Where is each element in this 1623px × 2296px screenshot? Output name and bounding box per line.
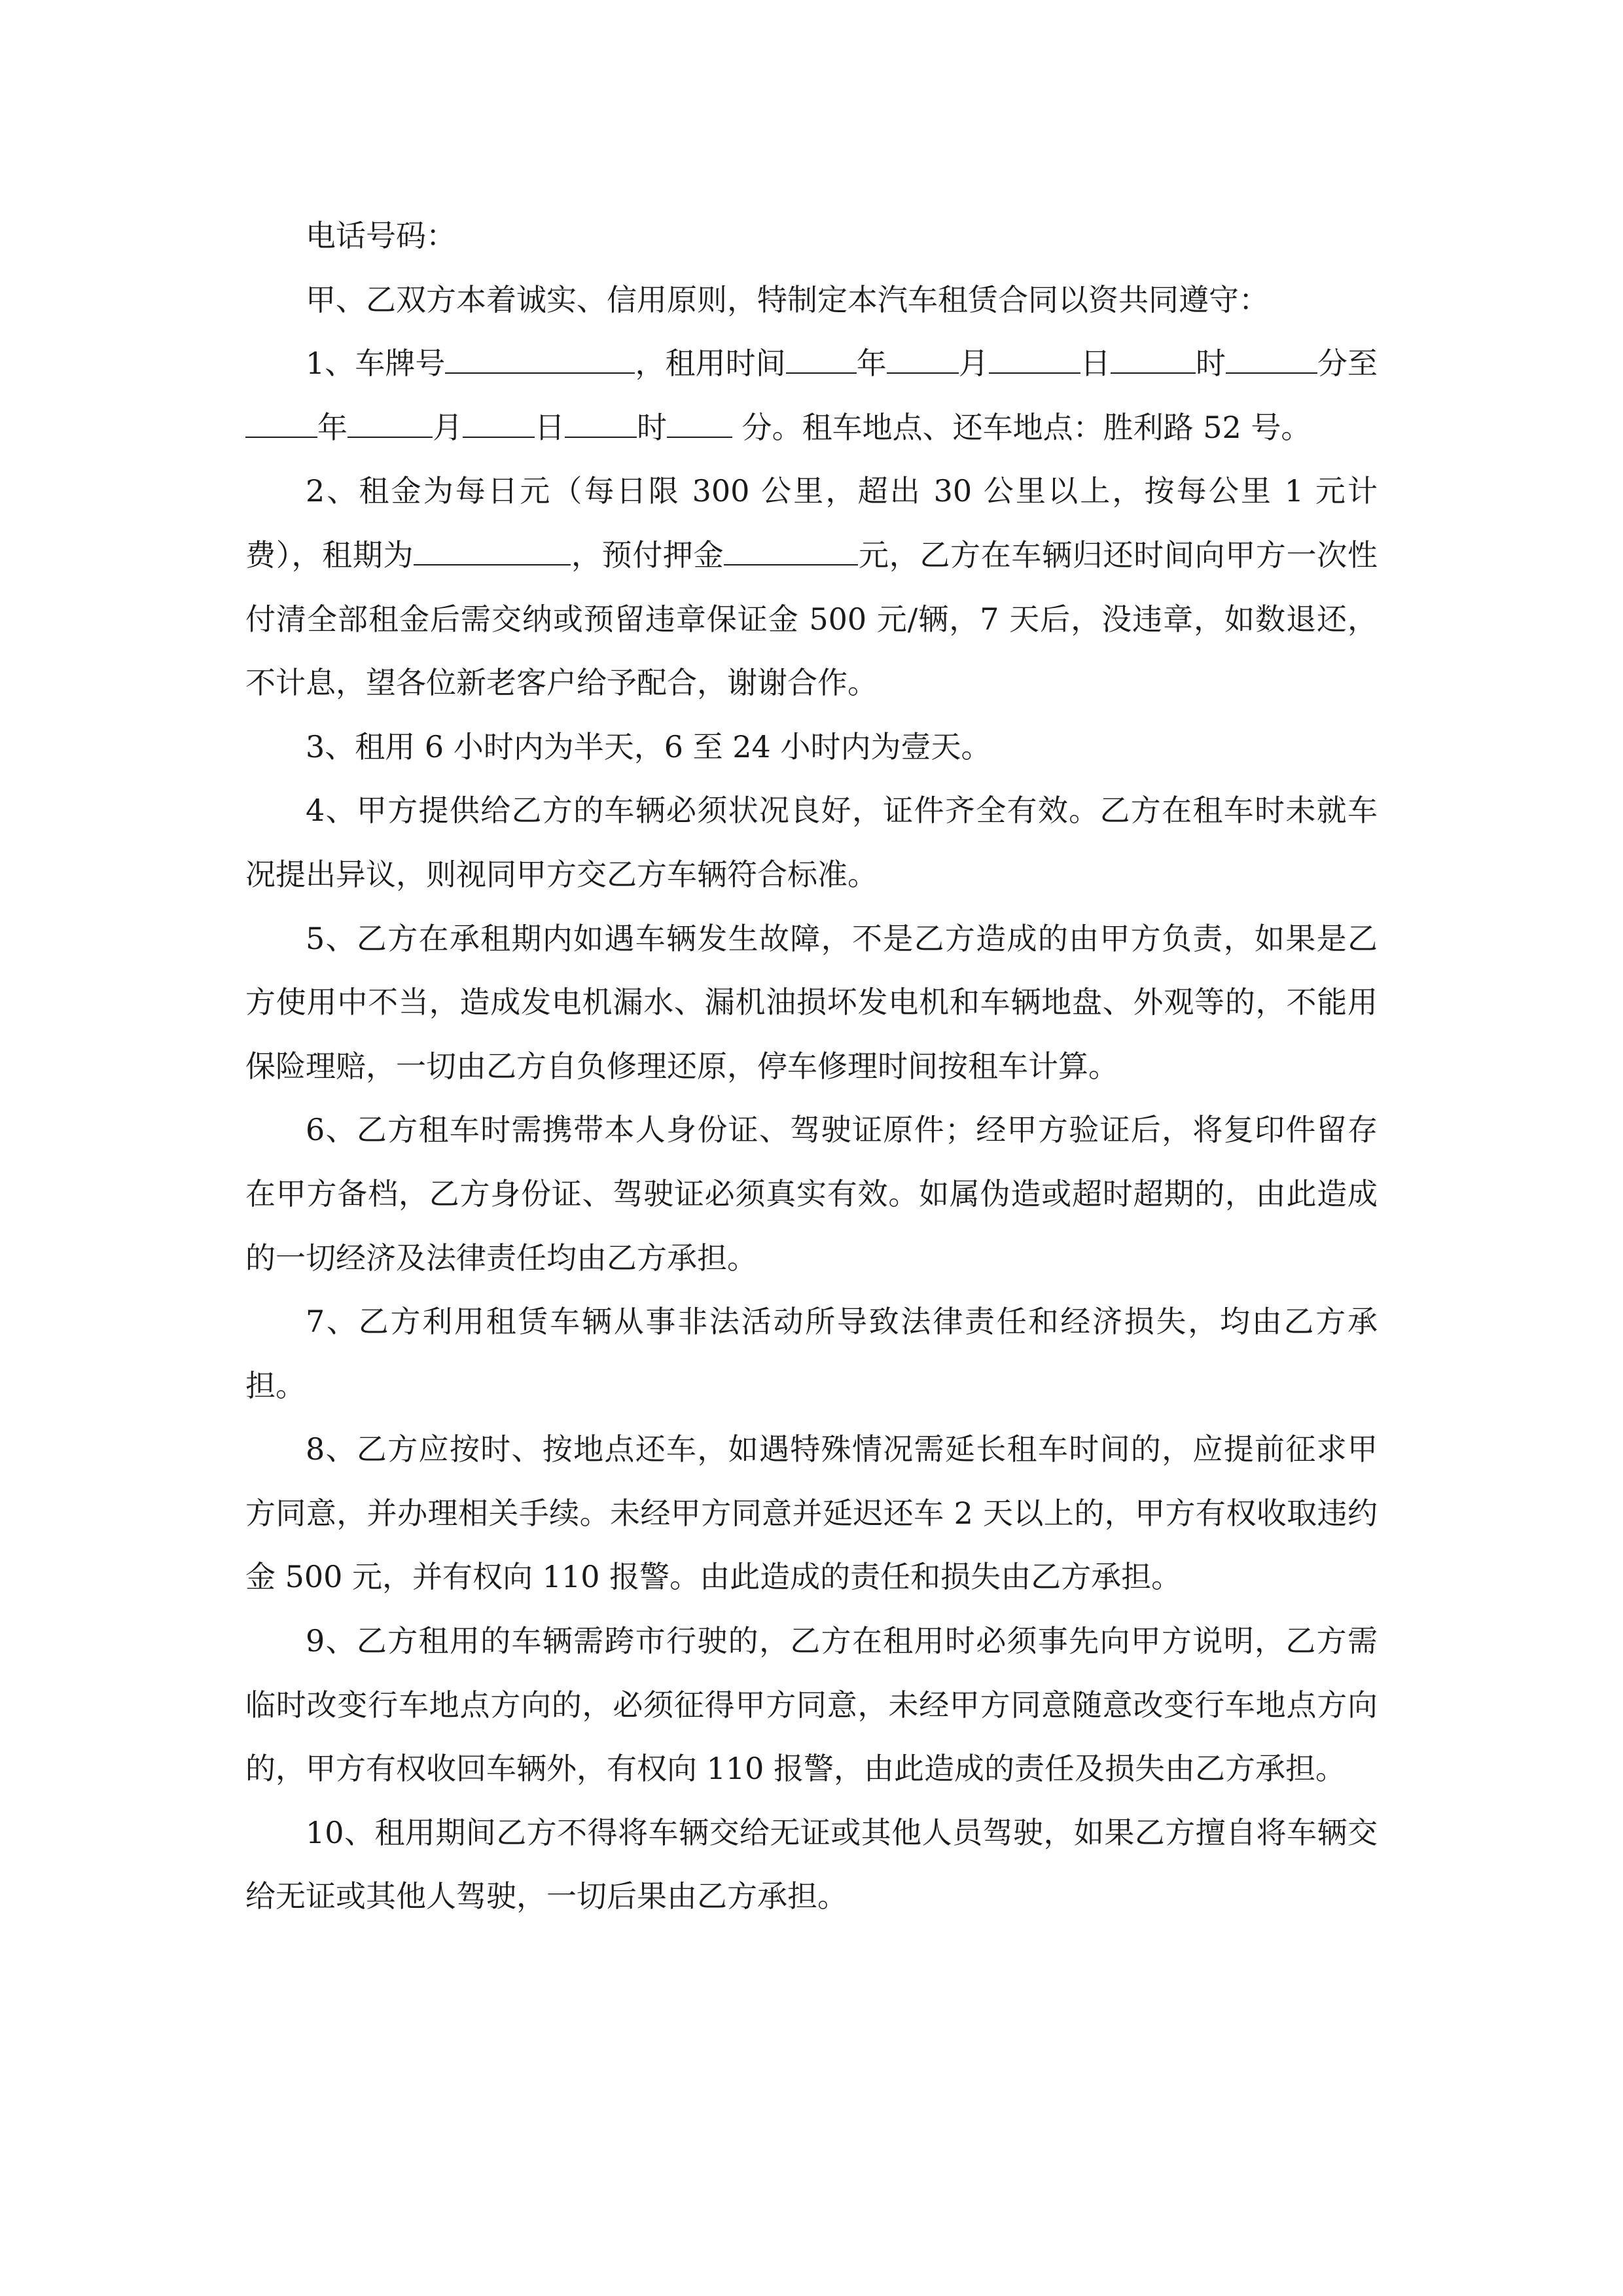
clause-2-deposit-label: ，预付押金 bbox=[571, 537, 724, 573]
clause-4: 4、甲方提供给乙方的车辆必须状况良好，证件齐全有效。乙方在租车时未就车况提出异议，则视同甲方交乙方车辆符合标准。 bbox=[245, 793, 1378, 892]
start-hour-blank bbox=[1111, 346, 1196, 374]
deposit-blank bbox=[724, 538, 858, 565]
intro-paragraph: 甲、乙双方本着诚实、信用原则，特制定本汽车租赁合同以资共同遵守： bbox=[306, 281, 1269, 317]
start-month-blank bbox=[887, 346, 959, 374]
clause-3: 3、租用 6 小时内为半天，6 至 24 小时内为壹天。 bbox=[306, 728, 991, 764]
contract-body bbox=[245, 204, 1378, 1929]
rent-period-blank bbox=[414, 538, 571, 565]
plate-number-blank bbox=[445, 346, 635, 374]
clause-6: 6、乙方租车时需携带本人身份证、驾驶证原件；经甲方验证后，将复印件留存在甲方备档，乙方身份证、驾驶证必须真实有效。如属伪造或超时超期的，由此造成的一切经济及法律责任均由乙方承担。 bbox=[245, 1112, 1378, 1276]
minute-to-label: 分至 bbox=[1317, 346, 1378, 382]
end-month-label: 月 bbox=[433, 409, 463, 445]
start-year-label: 年 bbox=[856, 346, 887, 382]
clause-10: 10、租用期间乙方不得将车辆交给无证或其他人员驾驶，如果乙方擅自将车辆交给无证或其他人驾驶，一切后果由乙方承担。 bbox=[245, 1814, 1378, 1914]
end-hour-blank bbox=[565, 410, 637, 438]
end-day-blank bbox=[463, 410, 535, 438]
clause-2-rent-text: 2、租金为每日元（每日限 300 公里，超出 30 公里以上，按每公里 1 元计费），租期为 bbox=[245, 473, 1378, 573]
clause-1-plate-label: 1、车牌号 bbox=[306, 346, 446, 382]
phone-number-line: 电话号码： bbox=[306, 218, 456, 253]
clause-1-rent-time-label: ，租用时间 bbox=[635, 346, 786, 382]
start-hour-label: 时 bbox=[1195, 346, 1226, 382]
end-year-label: 年 bbox=[317, 409, 348, 445]
start-year-blank bbox=[786, 346, 857, 374]
start-minute-blank bbox=[1226, 346, 1317, 374]
clause-5: 5、乙方在承租期内如遇车辆发生故障，不是乙方造成的由甲方负责，如果是乙方使用中不当，造成发电机漏水、漏机油损坏发电机和车辆地盘、外观等的，不能用保险理赔，一切由乙方自负修理还原，停车修理时间按租车计算。 bbox=[245, 920, 1378, 1084]
start-day-label: 日 bbox=[1080, 346, 1111, 382]
clause-9: 9、乙方租用的车辆需跨市行驶的，乙方在租用时必须事先向甲方说明，乙方需临时改变行车地点方向的，必须征得甲方同意，未经甲方同意随意改变行车地点方向的，甲方有权收回车辆外，有权向 110 报警，由此造成的责任及损失由乙方承担。 bbox=[245, 1623, 1378, 1787]
start-day-blank bbox=[989, 346, 1080, 374]
end-month-blank bbox=[348, 410, 433, 438]
clause-2-rest: 元，乙方在车辆归还时间向甲方一次性付清全部租金后需交纳或预留违章保证金 500 元/辆，7 天后，没违章，如数退还，不计息，望各位新老客户给予配合，谢谢合作。 bbox=[245, 537, 1378, 701]
end-hour-label: 时 bbox=[637, 409, 667, 445]
clause-7: 7、乙方利用租赁车辆从事非法活动所导致法律责任和经济损失，均由乙方承担。 bbox=[245, 1304, 1378, 1403]
end-day-label: 日 bbox=[535, 409, 565, 445]
end-year-blank bbox=[245, 410, 317, 438]
end-minute-blank bbox=[667, 410, 732, 438]
clause-1-location: 分。租车地点、还车地点：胜利路 52 号。 bbox=[732, 409, 1311, 445]
clause-8: 8、乙方应按时、按地点还车，如遇特殊情况需延长租车时间的，应提前征求甲方同意，并办理相关手续。未经甲方同意并延迟还车 2 天以上的，甲方有权收取违约金 500 元，并有权向 110 报警。由此造成的责任和损失由乙方承担。 bbox=[245, 1431, 1378, 1595]
clause-2 bbox=[245, 459, 1378, 715]
clause-1 bbox=[245, 332, 1378, 459]
start-month-label: 月 bbox=[958, 346, 989, 382]
